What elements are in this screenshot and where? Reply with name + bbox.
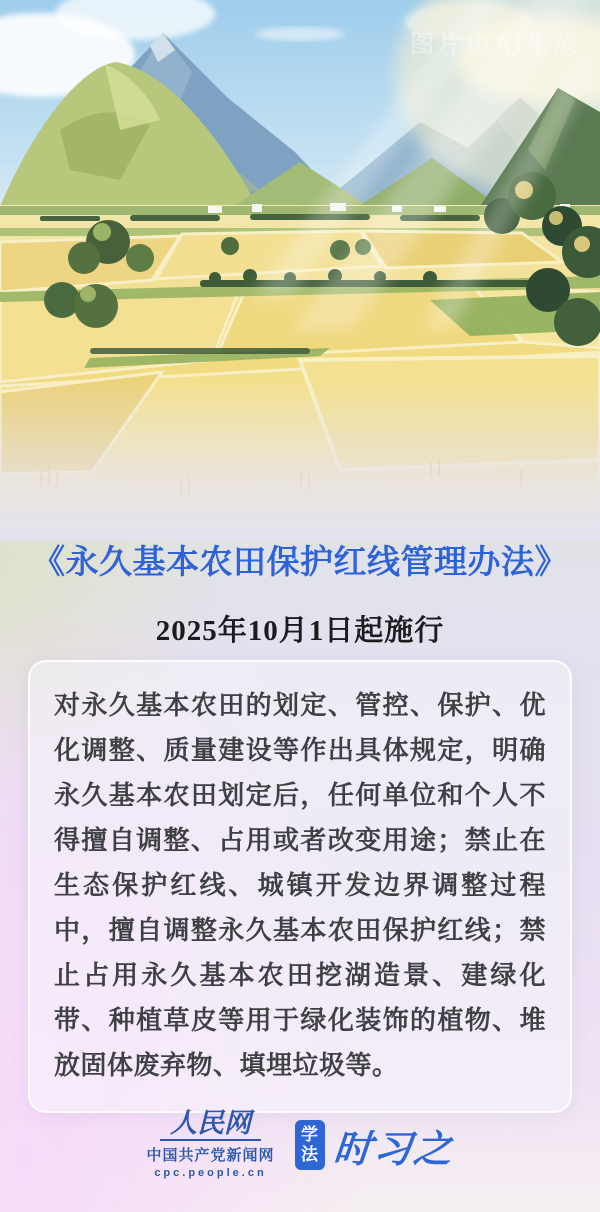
peoples-daily-wordmark: 人民网 xyxy=(160,1111,261,1141)
cpc-url-text: cpc.people.cn xyxy=(154,1167,267,1179)
peoples-daily-logo xyxy=(146,1108,275,1179)
xuefa-badge-char-top: 学 xyxy=(301,1125,318,1144)
shixizhi-wordmark: 时习之 xyxy=(331,1128,455,1171)
cpc-news-label: 中国共产党新闻网 xyxy=(146,1147,275,1164)
regulation-summary-card xyxy=(28,660,572,1113)
footer-logos xyxy=(0,1110,600,1180)
xuefa-shixizhi-logo xyxy=(295,1118,454,1173)
xuefa-badge-char-bottom: 法 xyxy=(301,1145,318,1164)
ai-watermark: 图片由AI生成 xyxy=(410,31,582,58)
farmland-illustration xyxy=(0,0,600,540)
xuefa-badge xyxy=(295,1120,325,1170)
page-title: 《永久基本农田保护红线管理办法》 xyxy=(32,543,568,580)
hero-fade-overlay xyxy=(0,380,600,541)
regulation-summary-text: 对永久基本农田的划定、管控、保护、优化调整、质量建设等作出具体规定，明确永久基本农田划定后，任何单位和个人不得擅自调整、占用或者改变用途；禁止在生态保护红线、城镇开发边界调整过程中，擅自调整永久基本农田保护红线；禁止占用永久基本农田挖湖造景、建绿化带、种植草皮等用于绿化装饰的植物、堆放固体废弃物、填埋垃圾等。 xyxy=(54,690,546,1080)
effective-date: 2025年10月1日起施行 xyxy=(155,615,445,647)
